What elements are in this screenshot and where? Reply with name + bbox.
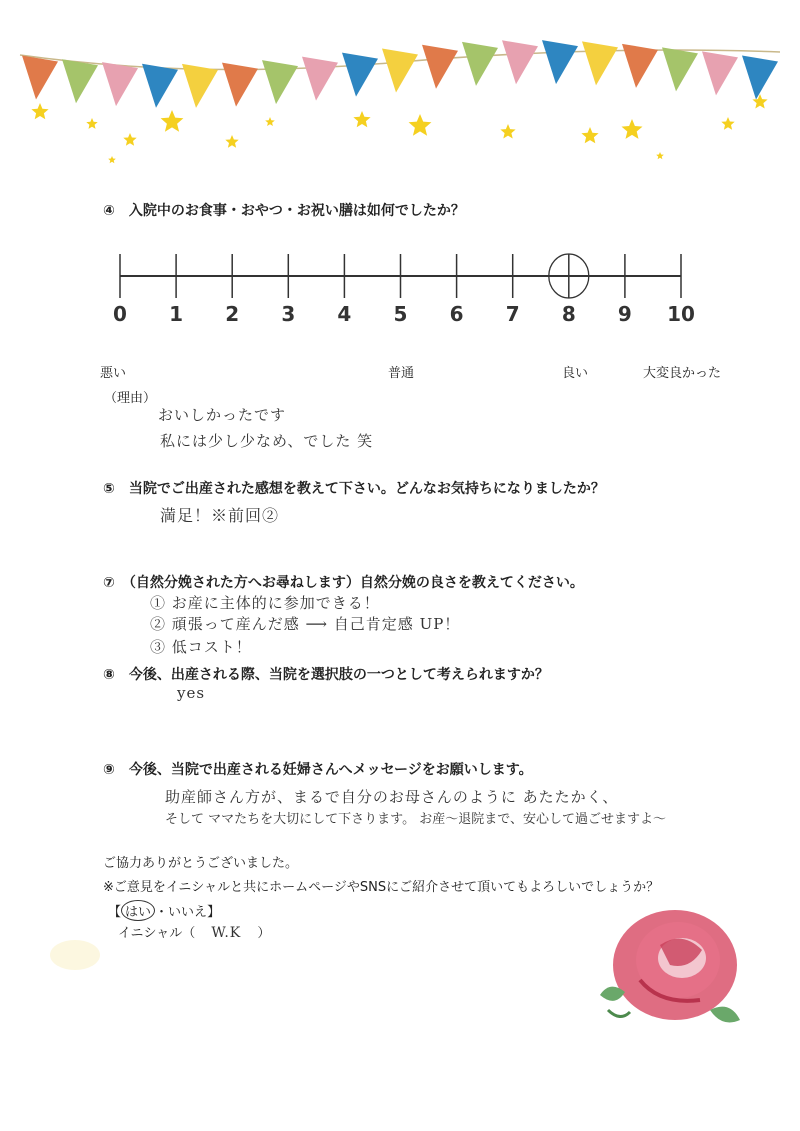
star-icon [581, 127, 598, 143]
scale-tick-label: 3 [281, 302, 296, 326]
reason-label: （理由） [104, 391, 157, 406]
q4-answer-line-1: おいしかったです [158, 406, 287, 424]
q9-answer-line-1: 助産師さん方が、まるで自分のお母さんのように あたたかく、 [165, 788, 619, 806]
star-icon [31, 103, 48, 119]
bunting-flag [302, 57, 338, 101]
scale-tick-label: 7 [505, 302, 520, 326]
q9-answer-line-2: そして ママたちを大切にして下さります。 お産～退院まで、安心して過ごせますよ～ [165, 812, 666, 827]
scale-label-very-good: 大変良かった [643, 366, 722, 381]
bunting-flag [142, 64, 178, 108]
bunting-flag [102, 62, 138, 106]
question-5: ⑤ 当院でご出産された感想を教えて下さい。どんなお気持ちになりましたか？ [103, 481, 605, 497]
smudge-decoration [50, 940, 100, 970]
bracket-open: 【 [108, 905, 122, 920]
bracket-close: 】 [207, 905, 221, 920]
bunting-flag [702, 51, 738, 95]
bunting-flag [542, 40, 578, 84]
scale-tick-label: 2 [225, 302, 240, 326]
star-icon [86, 118, 97, 129]
consent-choices [108, 900, 220, 921]
question-9: ⑨ 今後、当院で出産される妊婦さんへメッセージをお願いします。 [103, 762, 533, 778]
star-icon [656, 152, 664, 159]
question-8: ⑧ 今後、出産される際、当院を選択肢の一つとして考えられますか？ [103, 667, 549, 683]
bunting-flag [222, 63, 258, 107]
q7-answer-2: ② 頑張って産んだ感 ⟶ 自己肯定感 UP！ [150, 615, 461, 633]
initial-close: ） [257, 926, 271, 941]
star-icon [108, 156, 116, 163]
scale-tick-label: 9 [617, 302, 632, 326]
bunting-decoration [0, 0, 800, 170]
bunting-graphic [0, 0, 800, 170]
bunting-flag [262, 60, 298, 104]
q7-answer-1: ① お産に主体的に参加できる！ [150, 594, 380, 612]
initial-value[interactable]: W.K [211, 925, 242, 941]
bunting-flag [62, 59, 98, 103]
scale-tick-label: 10 [667, 302, 695, 326]
star-icon [225, 135, 238, 148]
scale-label-bad: 悪い [100, 366, 127, 381]
rose-icon [590, 900, 750, 1040]
q5-answer: 満足！※前回② [160, 506, 280, 525]
choice-yes[interactable]: はい [121, 900, 155, 921]
star-icon [161, 110, 184, 132]
rose-illustration [590, 900, 750, 1040]
star-icon [721, 117, 734, 130]
bunting-flag [342, 53, 378, 97]
scale-label-good: 良い [562, 366, 589, 381]
bunting-flag [422, 45, 458, 89]
initial-label: イニシャル（ [118, 926, 196, 941]
bunting-flag [662, 47, 698, 91]
bunting-flag [462, 42, 498, 86]
q7-answer-3: ③ 低コスト！ [150, 638, 252, 656]
bunting-flag [182, 64, 218, 108]
star-icon [622, 119, 643, 139]
dot-separator: ・ [155, 905, 169, 920]
question-4: ④ 入院中のお食事・おやつ・お祝い膳は如何でしたか？ [103, 203, 465, 219]
question-7: ⑦ （自然分娩された方へお尋ねします）自然分娩の良さを教えてください。 [103, 575, 584, 591]
bunting-flag [502, 40, 538, 84]
star-icon [123, 133, 136, 146]
scale-tick-label: 8 [561, 302, 576, 326]
star-icon [265, 117, 275, 126]
scale-tick-label: 5 [393, 302, 408, 326]
scale-tick-label: 1 [169, 302, 184, 326]
scale-tick-label: 4 [337, 302, 352, 326]
bunting-flag [22, 56, 58, 100]
thanks-text: ご協力ありがとうございました。 [103, 856, 299, 871]
star-icon [752, 94, 767, 109]
scale-tick-label: 6 [449, 302, 464, 326]
initial-row [118, 922, 270, 941]
star-icon [353, 111, 370, 127]
bunting-flag [382, 48, 418, 92]
choice-no[interactable]: いいえ [168, 905, 208, 920]
star-icon [409, 114, 432, 136]
bunting-flag [622, 44, 658, 88]
scale-tick-label: 0 [113, 302, 127, 326]
consent-question: ※ご意見をイニシャルと共にホームページやSNSにご紹介させて頂いてもよろしいでしょうか？ [103, 880, 660, 895]
scale-label-normal: 普通 [388, 366, 415, 381]
bunting-flag [582, 41, 618, 85]
bunting-flag [742, 56, 778, 100]
rating-scale [0, 240, 800, 330]
star-icon [500, 124, 515, 139]
q8-answer: yes [177, 684, 206, 702]
q4-answer-line-2: 私には少し少なめ、でした 笑 [160, 432, 374, 450]
